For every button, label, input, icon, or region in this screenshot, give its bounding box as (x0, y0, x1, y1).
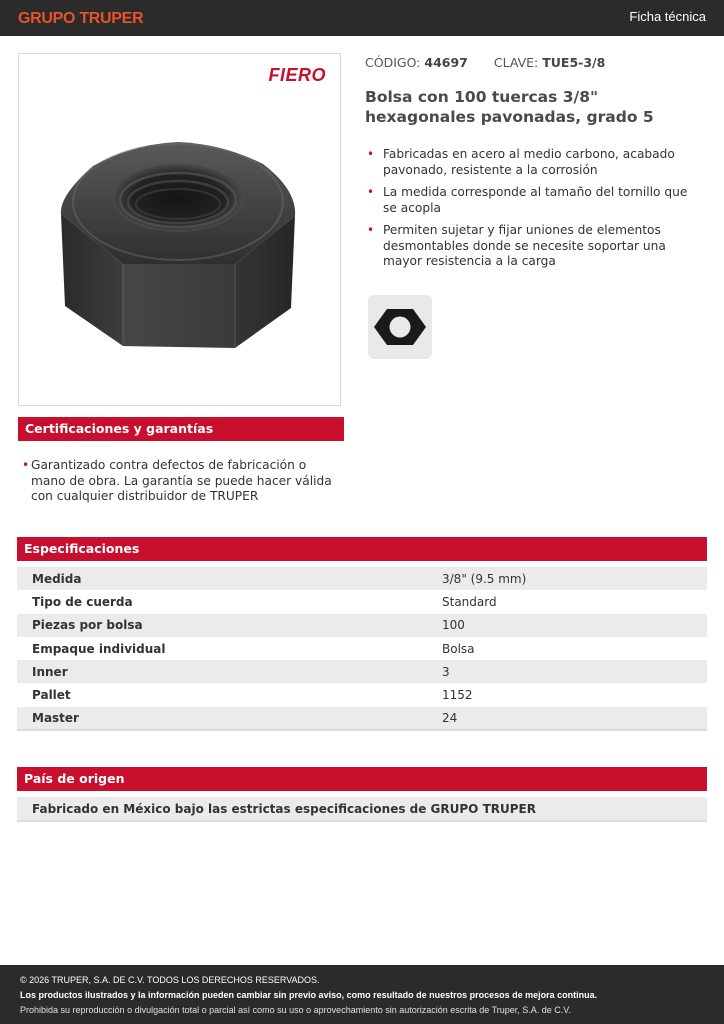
hex-nut-image (53, 136, 303, 356)
spec-label: Master (17, 707, 442, 730)
warranty-text: Garantizado contra defectos de fabricación o mano de obra. La garantía se puede hacer válida con cualquier distribuidor de TRUPER (31, 458, 332, 503)
footer-prohibition: Prohibida su reproducción o divulgación total o parcial así como su uso o aprovechamiento sin autorización escrita de Truper, S.A. de C.V. (20, 1005, 571, 1015)
table-row (17, 660, 707, 683)
origin-text: Fabricado en México bajo las estrictas especificaciones de GRUPO TRUPER (17, 797, 707, 822)
spec-label: Piezas por bolsa (17, 614, 442, 637)
feature-text: Permiten sujetar y fijar uniones de elementos desmontables donde se necesite soportar una mayor resistencia a la carga (383, 223, 666, 268)
brand-logo: GRUPO TRUPER (18, 10, 144, 27)
feature-text: Fabricadas en acero al medio carbono, acabado pavonado, resistente a la corrosión (383, 147, 675, 177)
key-label: CLAVE: (493, 55, 539, 70)
spec-value: 100 (442, 614, 707, 637)
product-photo (18, 53, 341, 406)
origin-heading: País de origen (17, 767, 707, 791)
spec-value: Bolsa (442, 641, 475, 656)
page-footer (0, 965, 724, 1024)
key-value: TUE5-3/8 (542, 55, 606, 70)
hex-nut-icon (368, 295, 432, 359)
footer-copyright: © 2026 TRUPER, S.A. DE C.V. TODOS LOS DERECHOS RESERVADOS. (20, 975, 320, 985)
specifications-heading: Especificaciones (17, 537, 707, 561)
product-code-line (365, 55, 605, 70)
table-row (17, 567, 707, 590)
table-row (17, 707, 707, 730)
spec-label: Medida (17, 567, 442, 590)
spec-value: 1152 (442, 688, 473, 703)
table-row (17, 590, 707, 613)
bullet-icon: • (22, 458, 30, 472)
bullet-icon: • (367, 185, 375, 199)
code-label: CÓDIGO: (365, 55, 421, 70)
spec-label: Tipo de cuerda (32, 594, 133, 609)
spec-label: Inner (17, 660, 442, 683)
certifications-heading: Certificaciones y garantías (18, 417, 344, 441)
feature-text: La medida corresponde al tamaño del tornillo que se acopla (383, 185, 688, 215)
product-title: Bolsa con 100 tuercas 3/8" hexagonales pavonadas, grado 5 (365, 88, 654, 126)
top-header-bar (0, 0, 724, 36)
spec-value: Standard (442, 594, 497, 609)
table-row (17, 637, 707, 660)
spec-label: Pallet (32, 688, 71, 703)
footer-notice: Los productos ilustrados y la información pueden cambiar sin previo aviso, como resultado de nuestros procesos de mejora continua. (20, 990, 598, 1000)
feature-list (365, 147, 705, 277)
spec-value: 24 (442, 707, 707, 730)
spec-label: Empaque individual (32, 641, 166, 656)
code-value: 44697 (424, 55, 468, 70)
spec-value: 3 (442, 660, 707, 683)
bullet-icon: • (367, 223, 375, 237)
fiero-logo: FIERO (268, 65, 326, 85)
table-row (17, 683, 707, 706)
feature-item (365, 223, 705, 270)
table-row (17, 614, 707, 637)
specifications-table (17, 567, 707, 731)
spec-value: 3/8" (9.5 mm) (442, 567, 707, 590)
feature-item (365, 185, 705, 216)
warranty-text-block (22, 458, 342, 505)
hex-nut-icon-graphic (368, 295, 432, 359)
document-type-label: Ficha técnica (629, 9, 706, 24)
feature-item (365, 147, 705, 178)
bullet-icon: • (367, 147, 375, 161)
